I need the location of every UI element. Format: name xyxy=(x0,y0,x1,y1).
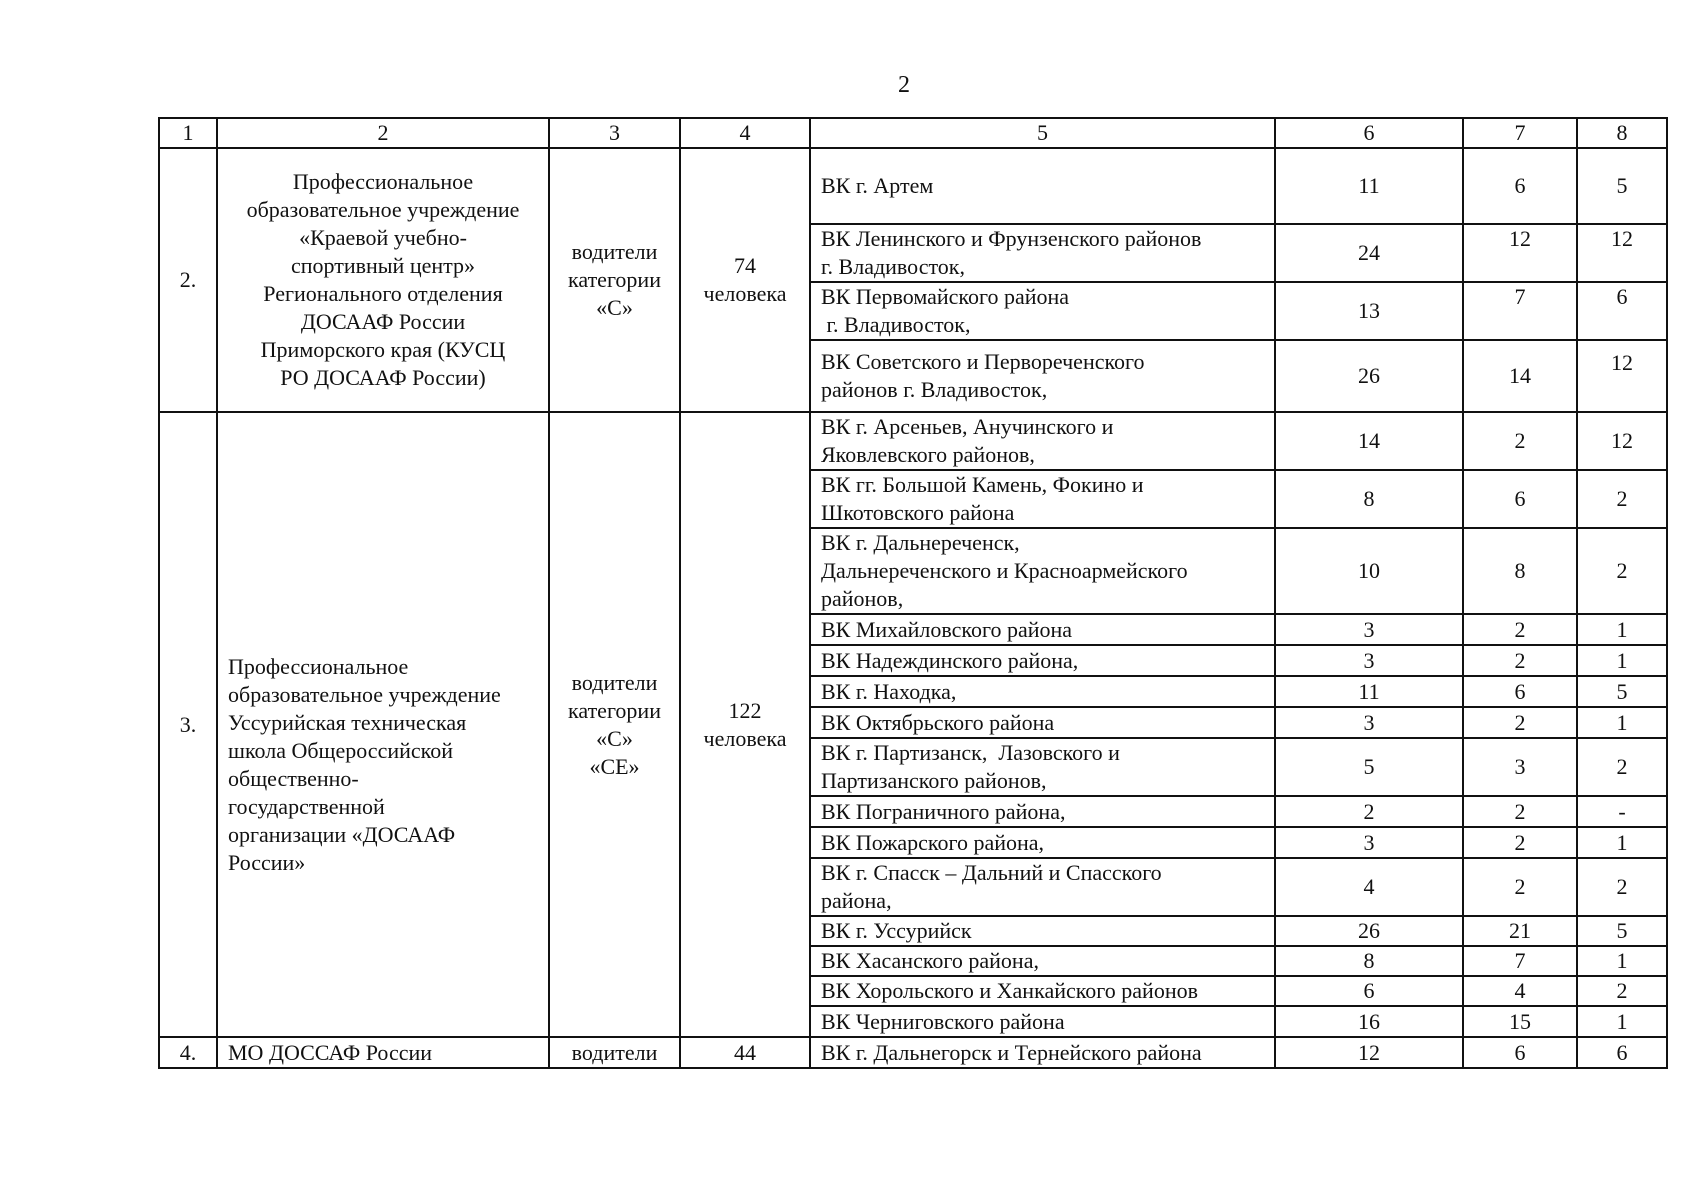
col7-value: 15 xyxy=(1463,1006,1577,1037)
military-commissariat xyxy=(810,412,1275,470)
trainee-count xyxy=(680,412,810,1037)
col7-value: 21 xyxy=(1463,916,1577,946)
col8-value: 5 xyxy=(1577,916,1667,946)
organization-name xyxy=(217,148,549,412)
military-commissariat xyxy=(810,827,1275,858)
military-commissariat-line: ВК г. Уссурийск xyxy=(821,918,972,943)
column-header-2: 2 xyxy=(217,118,549,148)
total-value: 11 xyxy=(1275,148,1463,224)
military-commissariat-line: ВК Хасанского района, xyxy=(821,948,1039,973)
organization-name-line: школа Общероссийской xyxy=(228,737,453,763)
trainee-count-line: 122 xyxy=(728,697,762,723)
military-commissariat xyxy=(810,340,1275,412)
col7-value: 7 xyxy=(1463,282,1577,340)
organization-name-line: общественно- xyxy=(228,765,359,791)
col8-value: 6 xyxy=(1577,282,1667,340)
organization-name-line: России» xyxy=(228,849,306,875)
col7-value: 6 xyxy=(1463,1037,1577,1068)
organization-name-line: РО ДОСААФ России) xyxy=(280,365,486,390)
col8-value: 2 xyxy=(1577,470,1667,528)
driver-category-line: водители xyxy=(571,669,658,695)
military-commissariat-line: ВК Пожарского района, xyxy=(821,829,1045,855)
column-header-5: 5 xyxy=(810,118,1275,148)
col8-value: 1 xyxy=(1577,707,1667,738)
military-commissariat: ВК г. Дальнегорск и Тернейского района xyxy=(810,1037,1275,1068)
page-number: 2 xyxy=(898,72,910,98)
col7-value: 6 xyxy=(1463,470,1577,528)
column-header-6: 6 xyxy=(1275,118,1463,148)
military-commissariat-line: района, xyxy=(821,888,892,913)
col7-value: 2 xyxy=(1463,858,1577,916)
col8-value: 12 xyxy=(1577,340,1667,412)
military-commissariat-line: г. Владивосток, xyxy=(821,254,965,279)
military-commissariat xyxy=(810,796,1275,827)
organization-name-line: Приморского края (КУСЦ xyxy=(260,337,506,362)
military-commissariat xyxy=(810,282,1275,340)
col7-value: 2 xyxy=(1463,796,1577,827)
military-commissariat xyxy=(810,738,1275,796)
table-row xyxy=(159,148,1667,224)
organization-name-line: государственной xyxy=(228,793,385,819)
header-row xyxy=(159,118,1667,148)
row-number: 4. xyxy=(159,1037,217,1068)
col8-value: 1 xyxy=(1577,827,1667,858)
military-commissariat xyxy=(810,470,1275,528)
military-commissariat-line: Яковлевского районов, xyxy=(821,442,1035,467)
col8-value: 5 xyxy=(1577,148,1667,224)
col7-value: 6 xyxy=(1463,148,1577,224)
military-commissariat-line: ВК г. Дальнереченск, xyxy=(821,530,1020,555)
column-header-8: 8 xyxy=(1577,118,1667,148)
col7-value: 3 xyxy=(1463,738,1577,796)
military-commissariat-line: Шкотовского района xyxy=(821,500,1015,525)
organization-name-line: ДОСААФ России xyxy=(300,309,466,334)
column-header-1: 1 xyxy=(159,118,217,148)
col8-value: 12 xyxy=(1577,224,1667,282)
organization-name-line: спортивный центр» xyxy=(290,253,476,278)
military-commissariat xyxy=(810,858,1275,916)
military-commissariat xyxy=(810,148,1275,224)
total-value: 16 xyxy=(1275,1006,1463,1037)
driver-category-line: водители xyxy=(571,239,658,264)
col7-value: 12 xyxy=(1463,224,1577,282)
total-value: 10 xyxy=(1275,528,1463,614)
table-row xyxy=(159,1037,1667,1068)
military-commissariat xyxy=(810,645,1275,676)
total-value: 8 xyxy=(1275,946,1463,976)
organization-name-line: образовательное учреждение xyxy=(246,197,520,222)
organization-name: МО ДОССАФ России xyxy=(217,1037,549,1068)
driver-category-line: «С» xyxy=(596,725,633,751)
col8-value: 1 xyxy=(1577,645,1667,676)
organization-name-line: Профессиональное xyxy=(228,653,409,679)
total-value: 26 xyxy=(1275,340,1463,412)
military-commissariat xyxy=(810,224,1275,282)
col7-value: 2 xyxy=(1463,614,1577,645)
total-value: 11 xyxy=(1275,676,1463,707)
col8-value: 2 xyxy=(1577,858,1667,916)
organization-name-line: образовательное учреждение xyxy=(228,681,501,707)
col7-value: 7 xyxy=(1463,946,1577,976)
col8-value: 12 xyxy=(1577,412,1667,470)
col7-value: 8 xyxy=(1463,528,1577,614)
organization-name-line: Регионального отделения xyxy=(263,281,503,306)
driver-category-line: «С» xyxy=(596,295,633,320)
military-commissariat xyxy=(810,676,1275,707)
total-value: 8 xyxy=(1275,470,1463,528)
trainee-count-line: человека xyxy=(703,725,787,751)
military-commissariat xyxy=(810,528,1275,614)
trainee-count: 44 xyxy=(680,1037,810,1068)
total-value: 3 xyxy=(1275,645,1463,676)
column-header-4: 4 xyxy=(680,118,810,148)
allocation-table xyxy=(158,117,1668,1069)
organization-name-line: Профессиональное xyxy=(292,169,474,194)
table-row xyxy=(159,412,1667,470)
total-value: 13 xyxy=(1275,282,1463,340)
military-commissariat xyxy=(810,707,1275,738)
driver-category xyxy=(549,412,680,1037)
military-commissariat-line: ВК Первомайского района xyxy=(821,284,1070,309)
total-value: 3 xyxy=(1275,707,1463,738)
military-commissariat-line: ВК Михайловского района xyxy=(821,616,1073,642)
row-number: 2. xyxy=(159,148,217,412)
military-commissariat xyxy=(810,614,1275,645)
military-commissariat-line: ВК г. Партизанск, Лазовского и xyxy=(821,740,1120,765)
military-commissariat-line: ВК Ленинского и Фрунзенского районов xyxy=(821,226,1202,251)
total-value: 24 xyxy=(1275,224,1463,282)
military-commissariat-line: ВК Советского и Первореченского xyxy=(821,349,1145,374)
col7-value: 14 xyxy=(1463,340,1577,412)
col7-value: 6 xyxy=(1463,676,1577,707)
trainee-count xyxy=(680,148,810,412)
col8-value: 2 xyxy=(1577,528,1667,614)
military-commissariat-line: Партизанского районов, xyxy=(821,768,1047,793)
total-value: 5 xyxy=(1275,738,1463,796)
organization-name-line: организации «ДОСААФ xyxy=(228,821,456,847)
military-commissariat-line: ВК г. Артем xyxy=(821,173,934,198)
military-commissariat xyxy=(810,946,1275,976)
military-commissariat-line: районов г. Владивосток, xyxy=(821,377,1048,402)
military-commissariat-line: районов, xyxy=(821,586,904,611)
organization-name-line: Уссурийская техническая xyxy=(228,709,467,735)
military-commissariat-line: ВК г. Находка, xyxy=(821,678,957,704)
military-commissariat-line: ВК Октябрьского района xyxy=(821,709,1055,735)
driver-category-line: категории xyxy=(568,697,661,723)
total-value: 3 xyxy=(1275,827,1463,858)
military-commissariat-line: г. Владивосток, xyxy=(821,312,971,337)
military-commissariat-line: Дальнереченского и Красноармейского xyxy=(821,558,1188,583)
total-value: 12 xyxy=(1275,1037,1463,1068)
col8-value: 5 xyxy=(1577,676,1667,707)
total-value: 2 xyxy=(1275,796,1463,827)
military-commissariat-line: ВК Пограничного района, xyxy=(821,798,1066,824)
military-commissariat xyxy=(810,1006,1275,1037)
military-commissariat xyxy=(810,916,1275,946)
col7-value: 2 xyxy=(1463,412,1577,470)
organization-name xyxy=(217,412,549,1037)
organization-name-line: «Краевой учебно- xyxy=(299,225,467,250)
col8-value: 6 xyxy=(1577,1037,1667,1068)
col7-value: 2 xyxy=(1463,827,1577,858)
col7-value: 4 xyxy=(1463,976,1577,1006)
total-value: 3 xyxy=(1275,614,1463,645)
military-commissariat-line: ВК гг. Большой Камень, Фокино и xyxy=(821,472,1144,497)
military-commissariat xyxy=(810,976,1275,1006)
total-value: 26 xyxy=(1275,916,1463,946)
col8-value: 1 xyxy=(1577,1006,1667,1037)
col8-value: 2 xyxy=(1577,738,1667,796)
col8-value: 1 xyxy=(1577,946,1667,976)
driver-category-line: категории xyxy=(568,267,661,292)
driver-category xyxy=(549,148,680,412)
total-value: 4 xyxy=(1275,858,1463,916)
military-commissariat-line: ВК Надеждинского района, xyxy=(821,647,1079,673)
military-commissariat-line: ВК г. Спасск – Дальний и Спасского xyxy=(821,860,1162,885)
col8-value: 2 xyxy=(1577,976,1667,1006)
trainee-count-line: человека xyxy=(703,281,787,306)
col8-value: - xyxy=(1577,796,1667,827)
trainee-count-line: 74 xyxy=(734,253,756,278)
column-header-3: 3 xyxy=(549,118,680,148)
row-number: 3. xyxy=(159,412,217,1037)
col7-value: 2 xyxy=(1463,707,1577,738)
total-value: 6 xyxy=(1275,976,1463,1006)
military-commissariat-line: ВК Черниговского района xyxy=(821,1008,1065,1034)
military-commissariat-line: ВК г. Арсеньев, Анучинского и xyxy=(821,414,1114,439)
col8-value: 1 xyxy=(1577,614,1667,645)
driver-category-line: «СЕ» xyxy=(589,753,640,779)
total-value: 14 xyxy=(1275,412,1463,470)
driver-category: водители xyxy=(549,1037,680,1068)
military-commissariat-line: ВК Хорольского и Ханкайского районов xyxy=(821,978,1198,1003)
col7-value: 2 xyxy=(1463,645,1577,676)
column-header-7: 7 xyxy=(1463,118,1577,148)
